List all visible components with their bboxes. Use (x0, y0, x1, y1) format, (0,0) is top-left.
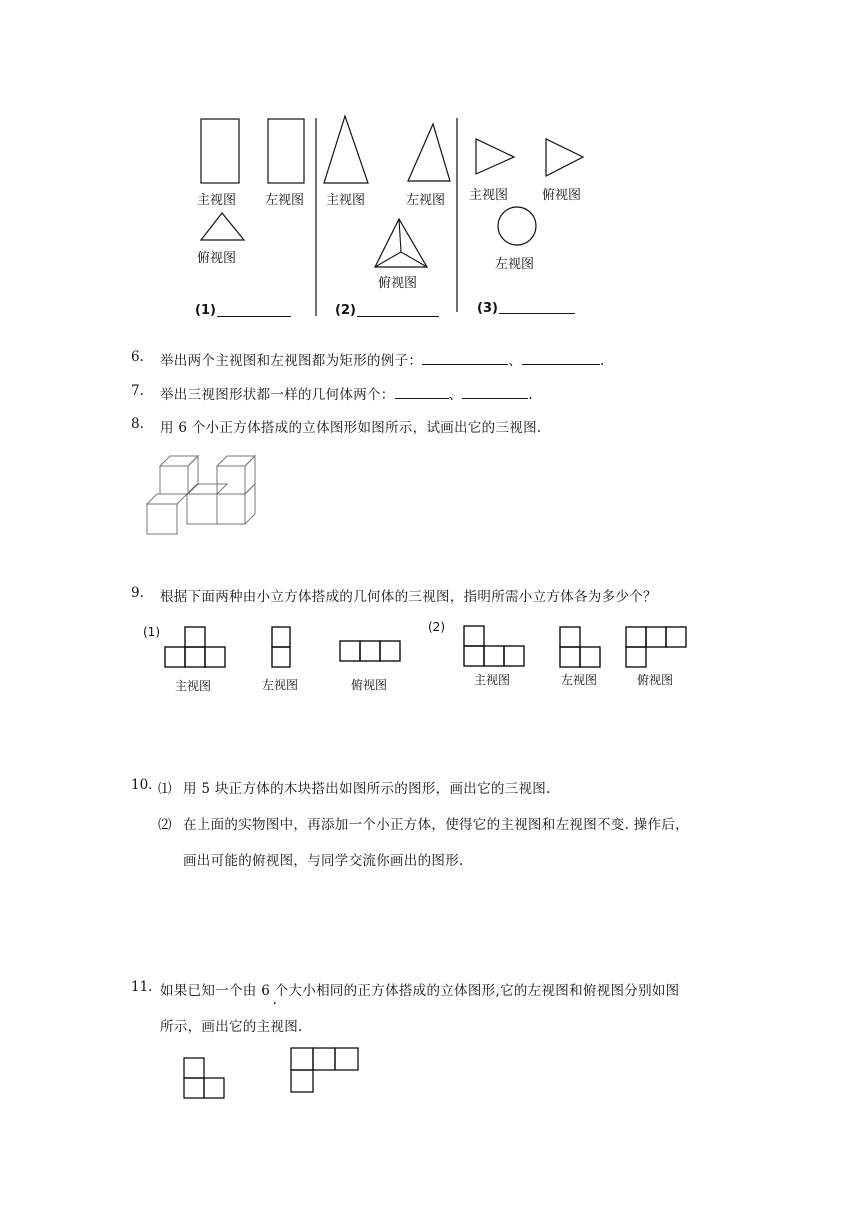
g2-front-label: 主视图 (326, 193, 366, 208)
q9-number: 9. (131, 585, 144, 601)
q11-emphasis: 6 个 · (261, 983, 288, 999)
figure5-drawing (0, 0, 860, 330)
part1-label: (1) (195, 303, 216, 318)
g1-top-label: 俯视图 (197, 251, 237, 266)
g3-front-triangle (476, 139, 514, 174)
q9-views-drawing (0, 620, 860, 700)
g3-left-circle (498, 207, 536, 245)
q9-set1-top-label: 俯视图 (351, 678, 388, 692)
q6-number: 6. (131, 349, 144, 365)
g3-left-label: 左视图 (495, 257, 535, 272)
q10-part1-tag: ⑴ (158, 781, 172, 797)
q8-number: 8. (131, 416, 144, 432)
q9-set1-left-label: 左视图 (262, 678, 299, 692)
part3-answer-line (499, 313, 575, 314)
q6-answer-blank-1[interactable] (422, 350, 508, 365)
g3-front-label: 主视图 (469, 188, 509, 203)
g2-top-label: 俯视图 (378, 276, 418, 291)
q6-answer-blank-2[interactable] (522, 350, 600, 365)
q9-set1-tag: (1) (143, 625, 160, 639)
g2-left-label: 左视图 (406, 193, 446, 208)
q7-separator: 、 (448, 387, 463, 403)
q8-cube-stack-figure (140, 450, 270, 540)
q7-text-line (160, 383, 533, 403)
q11-post: 大小相同的正方体搭成的立体图形,它的左视图和俯视图分别如图 (288, 983, 680, 999)
q8-text: 用 6 个小正方体搭成的立体图形如图所示，试画出它的三视图. (160, 420, 542, 436)
q11-line1 (160, 979, 679, 999)
g1-front-rect (201, 119, 239, 183)
q9-set1-front-label: 主视图 (175, 679, 212, 693)
g1-top-triangle (201, 213, 244, 240)
q7-answer-blank-1[interactable] (395, 384, 449, 399)
q10-number: 10. (131, 777, 153, 793)
part2-answer-line (357, 316, 439, 317)
q7-answer-blank-2[interactable] (462, 384, 528, 399)
q9-text: 根据下面两种由小立方体搭成的几何体的三视图，指明所需小立方体各为多少个？ (160, 589, 657, 605)
part1-answer-line (217, 316, 291, 317)
g3-top-triangle (546, 139, 583, 176)
q6-text-line (160, 349, 605, 369)
q7-end: . (528, 387, 534, 403)
q7-text: 举出三视图形状都一样的几何体两个： (160, 387, 395, 403)
g2-left-triangle (408, 124, 450, 181)
q11-line2: 所示，画出它的主视图. (160, 1019, 303, 1035)
q10-part2-line2: 画出可能的俯视图，与同学交流你画出的图形. (183, 853, 464, 869)
q11-pre: 如果已知一个由 (160, 983, 262, 999)
g1-front-label: 主视图 (197, 193, 237, 208)
q9-set2-top-label: 俯视图 (637, 673, 674, 687)
part3-label: (3) (477, 301, 498, 316)
q6-end: . (600, 353, 605, 369)
part2-label: (2) (335, 303, 356, 318)
g1-left-rect (268, 119, 304, 183)
q6-text: 举出两个主视图和左视图都为矩形的例子： (160, 353, 423, 369)
g3-top-label: 俯视图 (542, 188, 582, 203)
q10-part2-tag: ⑵ (158, 817, 172, 833)
q10-part1-text: 用 5 块正方体的木块搭出如图所示的图形，画出它的三视图. (183, 781, 551, 797)
q10-part2-line1: 在上面的实物图中，再添加一个小正方体，使得它的主视图和左视图不变. 操作后， (183, 817, 689, 833)
q9-set2-left-label: 左视图 (561, 673, 598, 687)
q11-number: 11. (131, 979, 153, 995)
q7-number: 7. (131, 383, 144, 399)
q11-views-drawing (0, 1045, 860, 1115)
g1-left-label: 左视图 (265, 193, 305, 208)
q9-set2-front-label: 主视图 (474, 673, 511, 687)
g2-top-edge-1 (399, 219, 401, 252)
g2-front-triangle (324, 116, 368, 183)
q6-separator: 、 (508, 353, 523, 369)
q9-set2-tag: (2) (428, 620, 445, 634)
